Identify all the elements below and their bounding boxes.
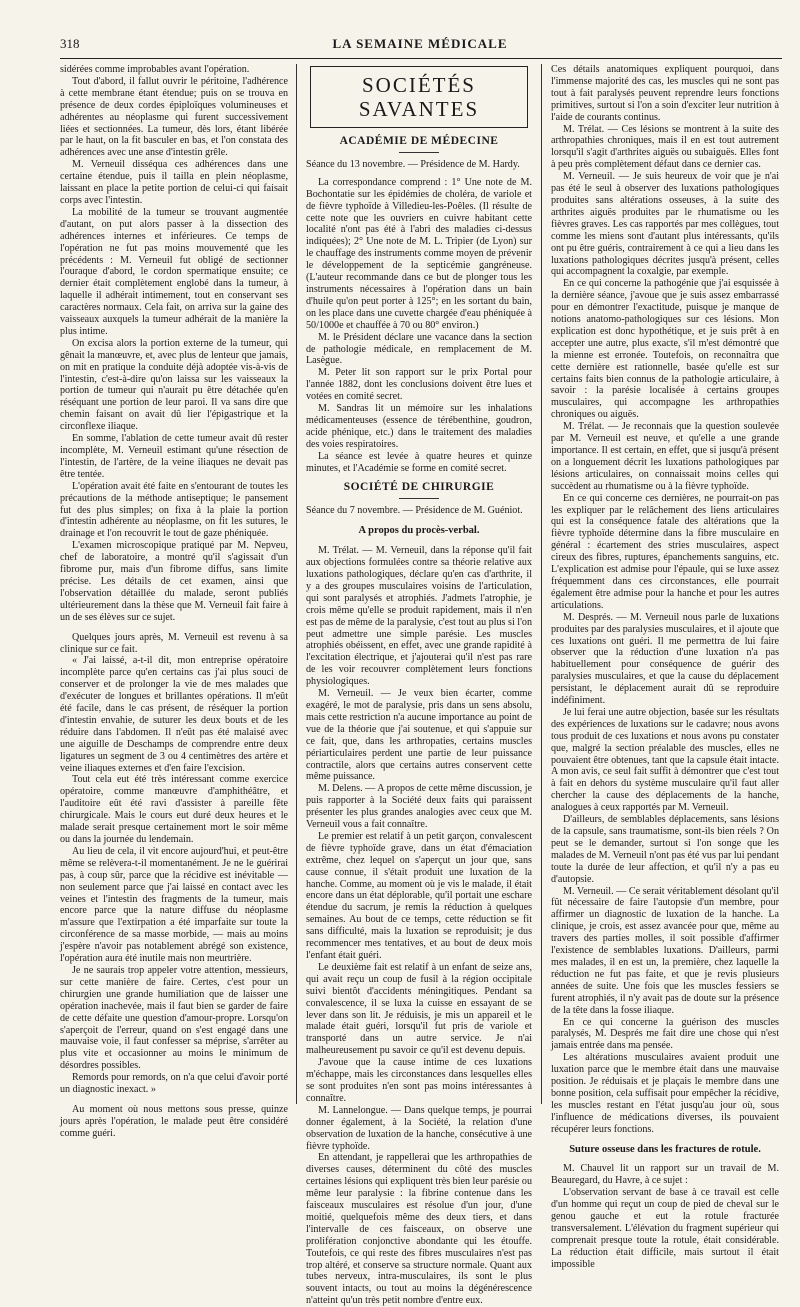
paragraph: M. Després. — M. Verneuil nous parle de luxations produites par des paralysies musculaires, et il ajoute que ces luxations ont guéri. Il me permettra de lui faire observer que la réduction d'une luxation n'a pas habituellement pour conséquence de guérir des paralysies musculaires, et que la cause du déplacement persistant, le déplacement aurait dû se reproduire indéfiniment. [551,611,779,707]
paragraph: En attendant, je rappellerai que les arthropathies de diverses causes, déterminent du côté des muscles certaines lésions qui expliquent très bien leur parésie ou même leur paralysie : la fibrine contenue dans les faisceaux musculaires est résolue d'un jour, d'une moitié, quelquefois même des deux tiers, et dans l'intervalle de ces faisceaux, on observe une prolifération conjonctive abondante qui les étouffe. Toutefois, ce qui reste des fibres musculaires n'est pas trop altéré, et conserve sa structure normale. Quant aux tubes nerveux, intra-musculaires, ils sont le plus souvent intacts, ou tout au moins la dégénérescence n'atteint qu'un très petit nombre d'entre eux. [306,1152,532,1307]
paragraph: En ce qui concerne la guérison des muscles paralysés, M. Després me fait dire une chose qui n'est jamais entrée dans ma pensée. [551,1016,779,1052]
paragraph: Je ne saurais trop appeler votre attention, messieurs, sur cette manière de faire. Certes, c'est pour un chirurgien une grande humiliation que de laisser une opération inachevée, mais il faut bien se garder de faire de cette défaite une question d'amour-propre. Lorsqu'on s'aperçoit de l'erreur, quand on s'est engagé dans une mauvaise voie, il faut confesser sa méprise, s'arrêter au plus vite et occasionner au moins le minimum de désordres possibles. [60,964,288,1072]
subheading: Suture osseuse dans les fractures de rotule. [569,1143,761,1155]
paragraph: M. Trélat. — Je reconnais que la question soulevée par M. Verneuil est neuve, et qu'elle a une grande importance. Il est certain, en effet, que si jusqu'à présent on a longuement décrit les luxations pathologiques par lésions articulaires, on connaissait moins celles qui succèdent au rhumatisme ou à la fièvre typhoïde. [551,421,779,492]
column-2 [306,64,532,1307]
paragraph: M. Trélat. — Ces lésions se montrent à la suite des arthropathies chroniques, mais il en est tout autrement lorsqu'il s'agit d'arthrites aiguës ou subaiguës. Elles font à peu près complètement défaut dans ce dernier cas. [551,123,779,171]
paragraph: « J'ai laissé, a-t-il dit, mon entreprise opératoire incomplète parce qu'en certains cas j'ai plus souci de conserver et de prolonger la vie de mes malades que d'exécuter de longues et brillantes opérations. Il m'eût été facile, dans le cas présent, de réséquer la portion d'intestin envahie, de suturer les deux bouts et de les réduire dans l'abdomen. Il n'eût pas été malaisé avec une aiguille de Deschamps de comprendre entre deux ligatures un segment de 3 ou 4 centimètres des artère et veine iliaques externes et d'en faire l'excision. [60,655,288,774]
paragraph: Au lieu de cela, il vit encore aujourd'hui, et peut-être même se relèvera-t-il momentanément. Je ne le guérirai pas, à coup sûr, parce que la récidive est inévitable — non seulement parce que j'ai laissé en contact avec les veines et l'intestin des fragments de la tumeur, mais encore parce que la nature diffuse du néoplasme m'assure que l'extirpation a été imparfaite sur toute la circonférence de sa masse morbide, — mais au moins j'espère n'avoir pas notablement abrégé son existence, l'opération aura été inutile mais non meurtrière. [60,845,288,965]
paragraph: M. Verneuil disséqua ces adhérences dans une certaine étendue, puis il tailla en plein néoplasme, laissant en place la petite portion de celui-ci qui faisait corps avec l'intestin. [60,159,288,206]
paragraph: sidérées comme improbables avant l'opération. [60,64,250,75]
paragraph: L'examen microscopique pratiqué par M. Nepveu, chef de laboratoire, a montré qu'il s'agissait d'un fibrome pur, mais d'un fibrome diffus, sans limite précise. Les détails de cet examen, ainsi que l'observation détaillée du malade, seront publiés ultérieurement dans la thèse que M. Verneuil fait faire à un de ses élèves sur ce sujet. [60,540,288,623]
paragraph: M. Lannelongue. — Dans quelque temps, je pourrai donner également, à la Société, la relation d'une observation de luxation de la hanche, consécutive à une fièvre typhoïde. [306,1104,532,1152]
column-1 [60,64,288,1139]
paragraph: La correspondance comprend : 1° Une note de M. Bochontatie sur les épidémies de choléra, de variole et de fièvre typhoïde à Villedieu-les-Poêles. (Il résulte de cette note que les ouvriers en cuivre habitant cette localité n'ont pas été à l'abri des maladies ci-dessus indiquées); 2° Une note de M. L. Tripier (de Lyon) sur le chauffage des instruments comme moyen de prévenir le développement de la septicémie gangréneuse. (L'auteur recommande dans ce but de plonger tous les instruments nécessaires à l'opération dans un bain d'huile qu'on peut porter à 125°; en les sortant du bain, on les place dans une cuvette chargée d'eau phéniquée à 50/1000e et chauffée à 70 ou 80° environ.) [306,176,532,331]
paragraph: On excisa alors la portion externe de la tumeur, qui gênait la manœuvre, et, avec plus de lenteur que jamais, on mit en pratique la conduite déjà adoptée vis-à-vis de l'intestin, c'est-à-dire qu'on laissa sur les vaisseaux la portion de tumeur qui n'aurait pu être détachée qu'en réséquant une portion de leur paroi. Il va sans dire que chemin faisant on avait dû lier l'épigastrique et la circonflexe iliaque. [60,337,288,433]
header-rule [60,58,782,59]
paragraph: M. Trélat. — M. Verneuil, dans la réponse qu'il fait aux objections formulées contre sa théorie relative aux luxations pathologiques, déclare qu'en cas d'arthrite, il y a des groupes musculaires voisins de l'articulation, qui sont paralysés et atrophiés. J'admets l'atrophie, je crois même qu'elle se produit rapidement, mais il n'en est pas de même de la paralysie, c'est tout au plus si l'on peut admettre une simple parésie. Les muscles atrophiés obéissent, en effet, avec une grande rapidité à l'excitation électrique, et j'ajouterai qu'il n'est pas rare de les voir recouvrer complètement leurs fonctions physiologiques. [306,545,532,688]
paragraph: M. Sandras lit un mémoire sur les inhalations médicamenteuses (essence de térébenthine, goudron, acide phénique, etc.) dans le traitement des maladies des voies respiratoires. [306,403,532,450]
paragraph: L'opération avait été faite en s'entourant de toutes les précautions de la méthode antiseptique; le pansement fut des plus simples; on fixa à la plaie la portion d'intestin adhérente au néoplasme, on fit les sutures, le drainage et l'on recouvrit le tout de gaze phéniquée. [60,480,288,540]
paragraph: Tout d'abord, il fallut ouvrir le péritoine, l'adhérence à cette membrane étant étendue; puis on se trouva en présence de deux cordes épiploïques volumineuses et adhérentes au néoplasme qui furent successivement liées et sectionnées. La tumeur, dès lors, étant libérée par le haut, on la fit basculer en bas, et l'on constata des adhérences avec une anse d'intestin grêle. [60,75,288,159]
paragraph: Quelques jours après, M. Verneuil est revenu à sa clinique sur ce fait. [60,631,288,655]
paragraph: M. le Président déclare une vacance dans la section de pathologie médicale, en remplacement de M. Lasègue. [306,331,532,367]
paragraph: M. Delens. — A propos de cette même discussion, je puis rapporter à la Société deux faits qui paraissent présenter les plus grandes analogies avec ceux que M. Verneuil vous a fait connaître. [306,783,532,831]
paragraph: Au moment où nous mettons sous presse, quinze jours après l'opération, le malade peut être considéré comme guéri. [60,1103,288,1139]
column-divider-2 [541,64,542,1104]
column-3 [551,64,779,1270]
paragraph: Je lui ferai une autre objection, basée sur les résultats des expériences de luxations sur le cadavre; nous avons tous produit de ces luxations et nous avons pu constater que, malgré la section préalable des muscles, elles ne pouvaient être obtenues, tant que la capsule était intacte. A mon avis, ce seul fait suffit à démontrer que c'est tout à fait en dehors du système musculaire qu'il faut aller chercher la cause des déplacements de la hanche, analogues à ceux rapportés par M. Verneuil. [551,706,779,814]
paragraph: En ce qui concerne la pathogénie que j'ai esquissée à la dernière séance, j'avoue que je suis assez embarrassé pour en démontrer l'exactitude, puisque je manque de notions anatomo-pathologiques sur ces lésions. Mon explication est donc hypothétique, et je suis prêt à en accepter une autre, plus exacte, s'il m'est démontré que la mienne est erronée. Toutefois, on reconnaîtra que cette dernière est rationnelle, basée qu'elle est sur certains faits bien connus de la pathologie articulaire, à savoir : la parésie localisée à certains groupes musculaires, qui accompagne les arthropathies chroniques ou aiguës. [551,278,779,421]
section-heading-academy: ACADÉMIE DE MÉDECINE [339,135,499,147]
paragraph: La mobilité de la tumeur se trouvant augmentée d'autant, on put alors passer à la dissection des adhérences internes et inférieures. Ce temps de l'opération ne fut pas moins mouvementé que les précédents : M. Verneuil fut obligé de sectionner l'ouraque d'abord, le cordon spermatique ensuite; ce dernier était complètement englobé dans la tumeur, à laquelle il adhérait intimement, tout en conservant ses caractères normaux. Cela fait, on arriva sur la gaine des vaisseaux auxquels la tumeur adhérait de la manière la plus intime. [60,206,288,337]
heading-rule [399,498,439,499]
paragraph: Ces détails anatomiques expliquent pourquoi, dans l'immense majorité des cas, les muscles qui ne sont pas tout à fait paralysés peuvent reprendre leurs fonctions primitives, surtout si l'on a soin d'exciter leur nutrition à l'aide de courants continus. [551,64,779,123]
page-number: 318 [60,36,80,51]
page-header [60,36,780,54]
paragraph: Les altérations musculaires avaient produit une luxation parce que le membre était dans une mauvaise position. Je réduisais et je plaçais le membre dans une bonne position, cela suffisait pour empêcher la récidive, les muscles restant en l'état jusqu'au jour où, sous l'influence de médications diverses, ils pouvaient récupérer leurs fonctions. [551,1052,779,1135]
paragraph: M. Verneuil. — Je suis heureux de voir que je n'ai pas été le seul à observer des luxations pathologiques produites sans altérations osseuses, à la suite des arthrites aiguës produites par le rhumatisme ou les fièvres graves. Les cas rapportés par mes collègues, tout comme les miens sont d'autant plus intéressants, qu'ils ont pu être guéris, contrairement à ce qui a lieu dans les luxations pathologiques décrites jusqu'à présent, celles qui accompagnent la coxalgie, par exemple. [551,171,779,278]
column-divider-1 [296,64,297,1104]
heading-rule [399,152,439,153]
paragraph: Remords pour remords, on n'a que celui d'avoir porté un diagnostic inexact. » [60,1072,288,1096]
session-line: Séance du 7 novembre. — Présidence de M. Guéniot. [306,505,523,517]
paragraph: Le premier est relatif à un petit garçon, convalescent de fièvre typhoïde grave, dans un état d'émaciation extrême, chez lequel on s'aperçut un jour que, sans cause connue, il s'était produit une luxation de la hanche. Comme, au moment où je vis le malade, il était encore dans un état déplorable, qu'il portait une eschare étendue du sacrum, je remis la réduction à quelques semaines. Au bout de ce temps, cette réduction se fit sans difficulté, mais la luxation se reproduisit; je dus recommencer mes tentatives, et au bout de deux mois l'enfant était guéri. [306,830,532,961]
paragraph: M. Verneuil. — Je veux bien écarter, comme exagéré, le mot de paralysie, pris dans un sens absolu, mais cette restriction n'a aucune importance au point de vue de la théorie que j'ai soutenue, et qui s'appuie sur ce fait, que, dans les arthropaties, certains muscles périarticulaires perdent une partie de leur puissance contractile, alors que certains autres conservent cette même puissance. [306,688,532,783]
session-line: Séance du 13 novembre. — Présidence de M. Hardy. [306,158,520,170]
paragraph: M. Verneuil. — Ce serait véritablement désolant qu'il fût nécessaire de faire l'autopsie d'un membre, pour affirmer un diagnostic de luxation de la hanche. La clinique, je crois, est assez avancée pour que, même au travers des parties molles, il soit possible d'affirmer l'existence de semblables luxations. D'ailleurs, parmi mes malades, il en est un, la première, chez laquelle la réduction ne fut pas faite, et que je revis plusieurs années de suite. Une fois que les muscles fessiers se furent atrophiés, il n'y avait pas de doute sur la présence de la tête dans la fosse iliaque. [551,885,779,1016]
paragraph: M. Chauvel lit un rapport sur un travail de M. Beauregard, du Havre, à ce sujet : [551,1163,779,1187]
paragraph: En ce qui concerne ces dernières, ne pourrait-on pas les expliquer par le relâchement des liens articulaires qui est la conséquence fatale des altérations que la fièvre typhoïde détermine dans la fibre musculaire en général : écartement des stries musculaires, aspect cireux des fibres, ruptures, épanchements sanguins, etc. L'explication est admise pour l'épaule, qui se luxe assez fréquemment dans ces circonstances, elle pourrait également être admise pour la hanche et pour les autres articulations. [551,492,779,611]
section-banner: SOCIÉTÉS SAVANTES [310,66,528,128]
paragraph: La séance est levée à quatre heures et quinze minutes, et l'Académie se forme en comité secret. [306,450,532,474]
paragraph: En somme, l'ablation de cette tumeur avait dû rester incomplète, M. Verneuil estimant qu'une résection de l'intestin, de l'artère, de la veine iliaques ne devait pas être tentée. [60,433,288,480]
paragraph: J'avoue que la cause intime de ces luxations m'échappe, mais les circonstances dans lesquelles elles se sont produites n'en sont pas moins intéressantes à connaître. [306,1057,532,1104]
subheading: A propos du procès-verbal. [358,525,480,537]
paragraph: D'ailleurs, de semblables déplacements, sans lésions de la capsule, sans traumatisme, sont-ils bien réels ? On peut se le demander, surtout si l'on songe que les malades de M. Verneuil n'ont pas été vus par lui pendant toute la durée de leur affection, et qu'il n'y a pas eu d'autopsie. [551,814,779,885]
paragraph: Tout cela eut été très intéressant comme exercice opératoire, comme manœuvre d'amphithéâtre, et l'auditoire eût été ravi d'assister à pareille fête chirurgicale. Mais le cours eut duré deux heures et le malade serait presque certainement mort le soir même ou dans la journée du lendemain. [60,774,288,845]
paragraph: Le deuxième fait est relatif à un enfant de seize ans, qui avait reçu un coup de fusil à la région occipitale suivi bientôt d'accidents méningitiques. Pendant sa convalescence, il se luxa la cuisse en essayant de se lever dans son lit. Je réduisis, je mis un appareil et le malade était guéri, lorsqu'il fut pris de variole et transporté dans un autre service. Je n'ai malheureusement pu savoir ce qu'il est devenu depuis. [306,961,532,1057]
section-heading-surgery: SOCIÉTÉ DE CHIRURGIE [343,481,495,494]
paragraph: M. Peter lit son rapport sur le prix Portal pour l'année 1882, dont les conclusions doivent être lues et votées en comité secret. [306,367,532,403]
journal-title: LA SEMAINE MÉDICALE [332,36,508,51]
paragraph: L'observation servant de base à ce travail est celle d'un homme qui reçut un coup de pied de cheval sur le genou gauche et eut la rotule fracturée transversalement. L'élévation du fragment supérieur qui comprenait presque toute la rotule, était considérable. La réduction était difficile, mais surtout il était impossible [551,1187,779,1270]
